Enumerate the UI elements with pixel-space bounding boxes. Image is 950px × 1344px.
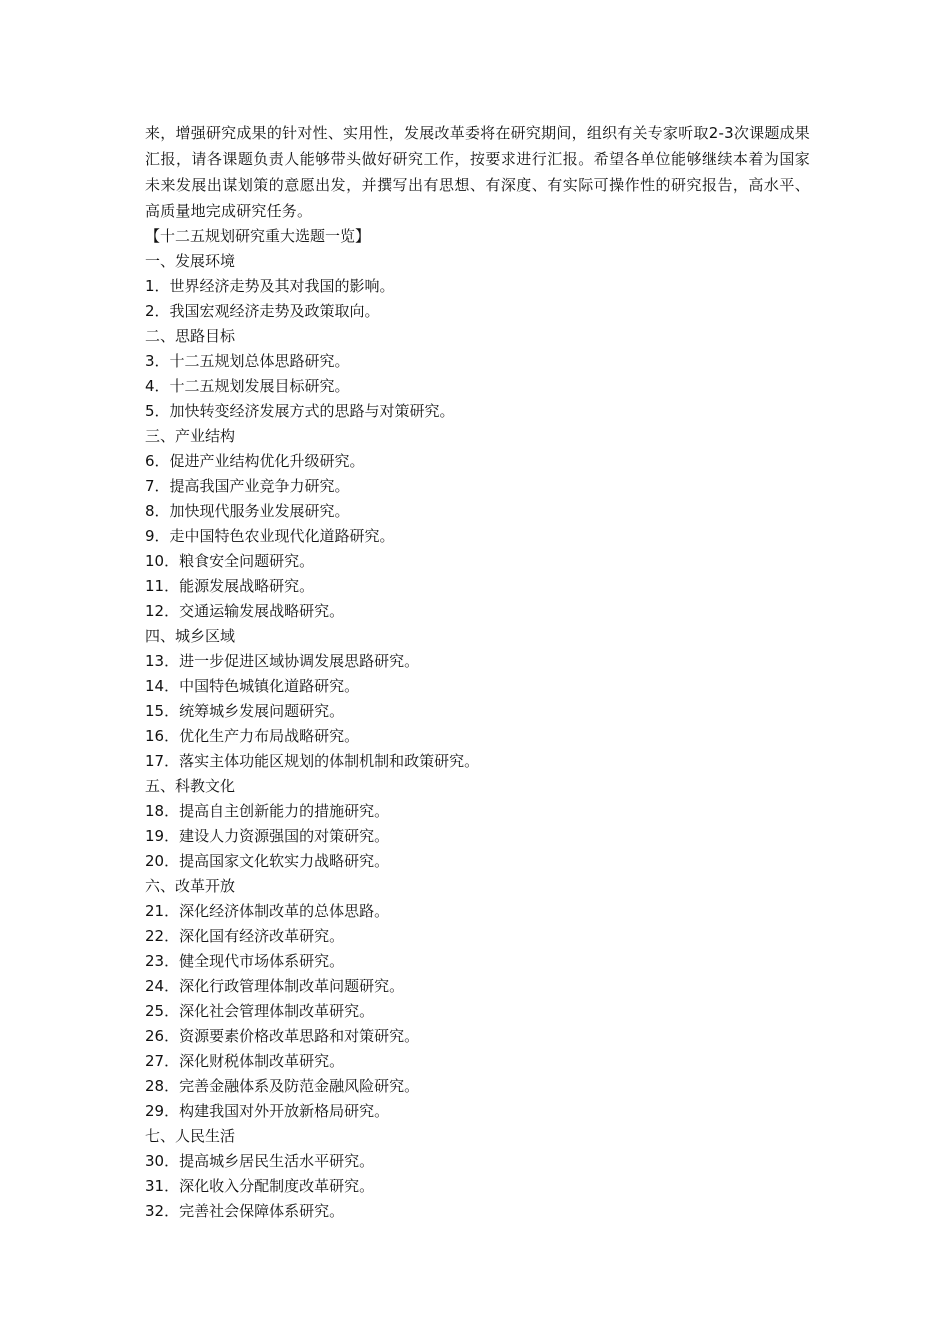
list-item [145, 824, 810, 849]
item-number: 22． [145, 927, 180, 945]
item-number: 31． [145, 1177, 180, 1195]
list-item [145, 949, 810, 974]
intro-paragraph: 来，增强研究成果的针对性、实用性，发展改革委将在研究期间，组织有关专家听取2-3次课题成果汇报，请各课题负责人能够带头做好研究工作，按要求进行汇报。希望各单位能够继续本着为国家未来发展出谋划策的意愿出发，并撰写出有思想、有深度、有实际可操作性的研究报告，高水平、高质量地完成研究任务。 [145, 124, 810, 220]
list-item [145, 849, 810, 874]
list-item [145, 999, 810, 1024]
item-text: 提高国家文化软实力战略研究。 [179, 852, 390, 870]
item-number: 12． [145, 602, 180, 620]
item-text: 构建我国对外开放新格局研究。 [179, 1102, 390, 1120]
list-item [145, 549, 810, 574]
item-text: 粮食安全问题研究。 [179, 552, 315, 570]
list-item [145, 699, 810, 724]
list-item [145, 674, 810, 699]
list-item [145, 299, 810, 324]
item-text: 促进产业结构优化升级研究。 [169, 452, 365, 470]
item-text: 世界经济走势及其对我国的影响。 [169, 277, 395, 295]
item-text: 提高城乡居民生活水平研究。 [179, 1152, 375, 1170]
item-text: 资源要素价格改革思路和对策研究。 [179, 1027, 420, 1045]
list-item [145, 1149, 810, 1174]
item-text: 统筹城乡发展问题研究。 [179, 702, 345, 720]
item-number: 5． [145, 402, 170, 420]
list-item [145, 274, 810, 299]
item-number: 11． [145, 577, 180, 595]
list-item [145, 449, 810, 474]
section-heading: 五、科教文化 [145, 777, 236, 795]
item-number: 8． [145, 502, 170, 520]
item-number: 9． [145, 527, 170, 545]
item-number: 21． [145, 902, 180, 920]
list-item [145, 974, 810, 999]
item-text: 落实主体功能区规划的体制机制和政策研究。 [179, 752, 480, 770]
list-item [145, 1174, 810, 1199]
item-number: 24． [145, 977, 180, 995]
item-number: 17． [145, 752, 180, 770]
item-text: 完善金融体系及防范金融风险研究。 [179, 1077, 420, 1095]
item-number: 25． [145, 1002, 180, 1020]
item-number: 4． [145, 377, 170, 395]
list-item [145, 1024, 810, 1049]
item-text: 完善社会保障体系研究。 [179, 1202, 345, 1220]
item-text: 深化社会管理体制改革研究。 [179, 1002, 375, 1020]
item-number: 14． [145, 677, 180, 695]
item-number: 30． [145, 1152, 180, 1170]
section-heading: 四、城乡区域 [145, 627, 236, 645]
list-item [145, 524, 810, 549]
item-number: 28． [145, 1077, 180, 1095]
item-text: 交通运输发展战略研究。 [179, 602, 345, 620]
item-text: 中国特色城镇化道路研究。 [179, 677, 360, 695]
list-item [145, 374, 810, 399]
item-number: 23． [145, 952, 180, 970]
item-text: 提高我国产业竞争力研究。 [169, 477, 350, 495]
item-number: 10． [145, 552, 180, 570]
item-number: 32． [145, 1202, 180, 1220]
item-number: 27． [145, 1052, 180, 1070]
item-number: 6． [145, 452, 170, 470]
item-number: 15． [145, 702, 180, 720]
item-text: 深化国有经济改革研究。 [179, 927, 345, 945]
list-item [145, 749, 810, 774]
list-item [145, 1199, 810, 1224]
item-number: 18． [145, 802, 180, 820]
item-number: 16． [145, 727, 180, 745]
item-number: 13． [145, 652, 180, 670]
item-number: 3． [145, 352, 170, 370]
list-item [145, 599, 810, 624]
list-item [145, 1049, 810, 1074]
item-number: 20． [145, 852, 180, 870]
item-text: 深化经济体制改革的总体思路。 [179, 902, 390, 920]
item-text: 健全现代市场体系研究。 [179, 952, 345, 970]
list-item [145, 474, 810, 499]
item-text: 优化生产力布局战略研究。 [179, 727, 360, 745]
item-text: 深化行政管理体制改革问题研究。 [179, 977, 405, 995]
section-heading: 二、思路目标 [145, 327, 236, 345]
item-text: 能源发展战略研究。 [179, 577, 315, 595]
section-heading: 七、人民生活 [145, 1127, 236, 1145]
item-text: 深化财税体制改革研究。 [179, 1052, 345, 1070]
list-item [145, 1099, 810, 1124]
item-number: 1． [145, 277, 170, 295]
section-heading: 三、产业结构 [145, 427, 236, 445]
item-text: 深化收入分配制度改革研究。 [179, 1177, 375, 1195]
list-item [145, 499, 810, 524]
item-text: 加快转变经济发展方式的思路与对策研究。 [169, 402, 455, 420]
item-text: 建设人力资源强国的对策研究。 [179, 827, 390, 845]
list-item [145, 399, 810, 424]
list-title: 【十二五规划研究重大选题一览】 [145, 227, 371, 245]
item-number: 19． [145, 827, 180, 845]
list-item [145, 649, 810, 674]
item-text: 提高自主创新能力的措施研究。 [179, 802, 390, 820]
list-item [145, 899, 810, 924]
list-item [145, 1074, 810, 1099]
topic-list [145, 249, 810, 1224]
list-item [145, 574, 810, 599]
item-text: 我国宏观经济走势及政策取向。 [169, 302, 380, 320]
item-text: 十二五规划发展目标研究。 [169, 377, 350, 395]
item-text: 加快现代服务业发展研究。 [169, 502, 350, 520]
item-text: 十二五规划总体思路研究。 [169, 352, 350, 370]
list-item [145, 799, 810, 824]
item-number: 2． [145, 302, 170, 320]
document-page [145, 120, 810, 1224]
item-number: 29． [145, 1102, 180, 1120]
list-item [145, 724, 810, 749]
item-number: 7． [145, 477, 170, 495]
section-heading: 一、发展环境 [145, 252, 236, 270]
list-item [145, 349, 810, 374]
item-number: 26． [145, 1027, 180, 1045]
list-item [145, 924, 810, 949]
section-heading: 六、改革开放 [145, 877, 236, 895]
item-text: 进一步促进区域协调发展思路研究。 [179, 652, 420, 670]
item-text: 走中国特色农业现代化道路研究。 [169, 527, 395, 545]
